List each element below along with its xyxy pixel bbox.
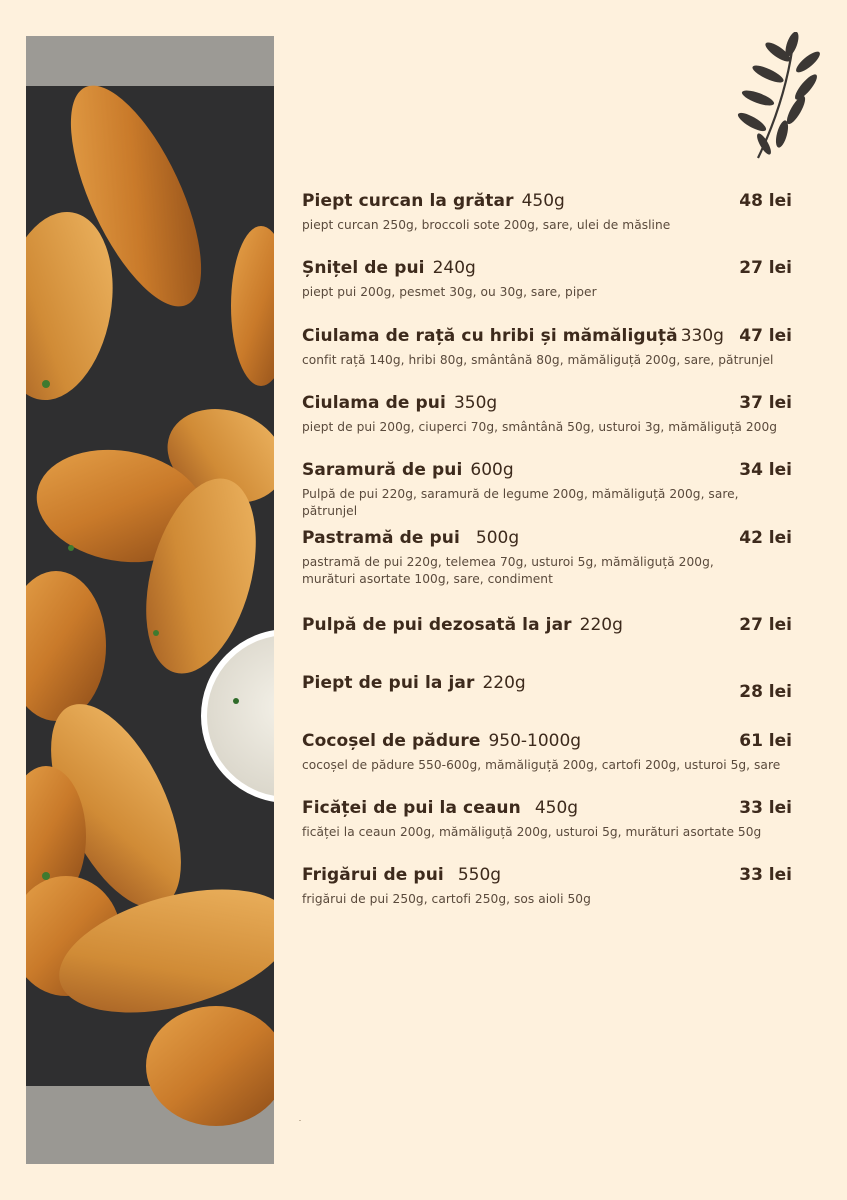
menu-item — [302, 460, 792, 520]
dish-price: 28 lei — [739, 682, 792, 702]
dish-description: cocoșel de pădure 550-600g, mămăliguță 200g, cartofi 200g, usturoi 5g, sare — [302, 758, 781, 772]
dish-name: Ciulama de pui — [302, 393, 446, 413]
dish-description: piept de pui 200g, ciuperci 70g, smântână 50g, usturoi 3g, mămăliguță 200g — [302, 420, 778, 434]
dish-name: Șnițel de pui — [302, 258, 425, 278]
dish-description: piept curcan 250g, broccoli sote 200g, sare, ulei de măsline — [302, 218, 671, 232]
dish-weight: 220g — [579, 615, 623, 635]
dish-weight: 500g — [475, 528, 520, 548]
dish-weight: 950-1000g — [488, 731, 582, 751]
dish-price: 27 lei — [739, 258, 792, 278]
dish-price: 48 lei — [739, 191, 792, 211]
dish-price: 37 lei — [739, 393, 792, 413]
dish-name: Piept de pui la jar — [302, 673, 475, 693]
dish-weight: 220g — [482, 673, 526, 693]
dish-name: Ciulama de rață cu hribi și mămăliguță — [302, 326, 678, 346]
dish-description: piept pui 200g, pesmet 30g, ou 30g, sare, piper — [302, 285, 597, 299]
dish-description: pastramă de pui 220g, telemea 70g, usturoi 5g, mămăliguță 200g, murături asortate 100g, sare, condiment — [302, 555, 714, 586]
menu-item — [302, 673, 792, 702]
olive-branch-icon — [730, 32, 826, 160]
menu-item — [302, 528, 792, 588]
dish-weight: 330g — [680, 326, 724, 346]
menu-item — [302, 393, 792, 436]
dish-description: confit rață 140g, hribi 80g, smântână 80g, mămăliguță 200g, sare, pătrunjel — [302, 353, 774, 367]
dish-price: 42 lei — [739, 528, 792, 548]
dish-name: Frigărui de pui — [302, 865, 444, 885]
dish-weight: 350g — [453, 393, 498, 413]
dish-price: 47 lei — [739, 326, 792, 346]
menu-item — [302, 191, 792, 234]
decorative-dot — [299, 1120, 301, 1121]
dish-description: frigărui de pui 250g, cartofi 250g, sos aioli 50g — [302, 892, 591, 906]
dish-weight: 240g — [432, 258, 476, 278]
menu-item — [302, 798, 792, 841]
dish-name: Ficăței de pui la ceaun — [302, 798, 521, 818]
menu-item — [302, 326, 792, 369]
dish-weight: 600g — [470, 460, 514, 480]
menu-item — [302, 258, 792, 301]
dish-name: Cocoșel de pădure — [302, 731, 481, 751]
dish-name: Pulpă de pui dezosată la jar — [302, 615, 572, 635]
dish-weight: 550g — [457, 865, 502, 885]
dish-price: 33 lei — [739, 798, 792, 818]
dish-name: Saramură de pui — [302, 460, 463, 480]
dish-weight: 450g — [521, 191, 565, 211]
dish-description: ficăței la ceaun 200g, mămăliguță 200g, usturoi 5g, murături asortate 50g — [302, 825, 762, 839]
menu-item — [302, 865, 792, 908]
dish-price: 61 lei — [739, 731, 792, 751]
dish-description: Pulpă de pui 220g, saramură de legume 200g, mămăliguță 200g, sare, pătrunjel — [302, 487, 739, 518]
dish-price: 33 lei — [739, 865, 792, 885]
dish-price: 27 lei — [739, 615, 792, 635]
dish-price: 34 lei — [739, 460, 792, 480]
chicken-wings-photo — [26, 36, 274, 1164]
menu-item — [302, 731, 792, 774]
dish-weight: 450g — [534, 798, 579, 818]
dish-name: Pastramă de pui — [302, 528, 460, 548]
menu-item — [302, 615, 792, 639]
dish-name: Piept curcan la grătar — [302, 191, 514, 211]
